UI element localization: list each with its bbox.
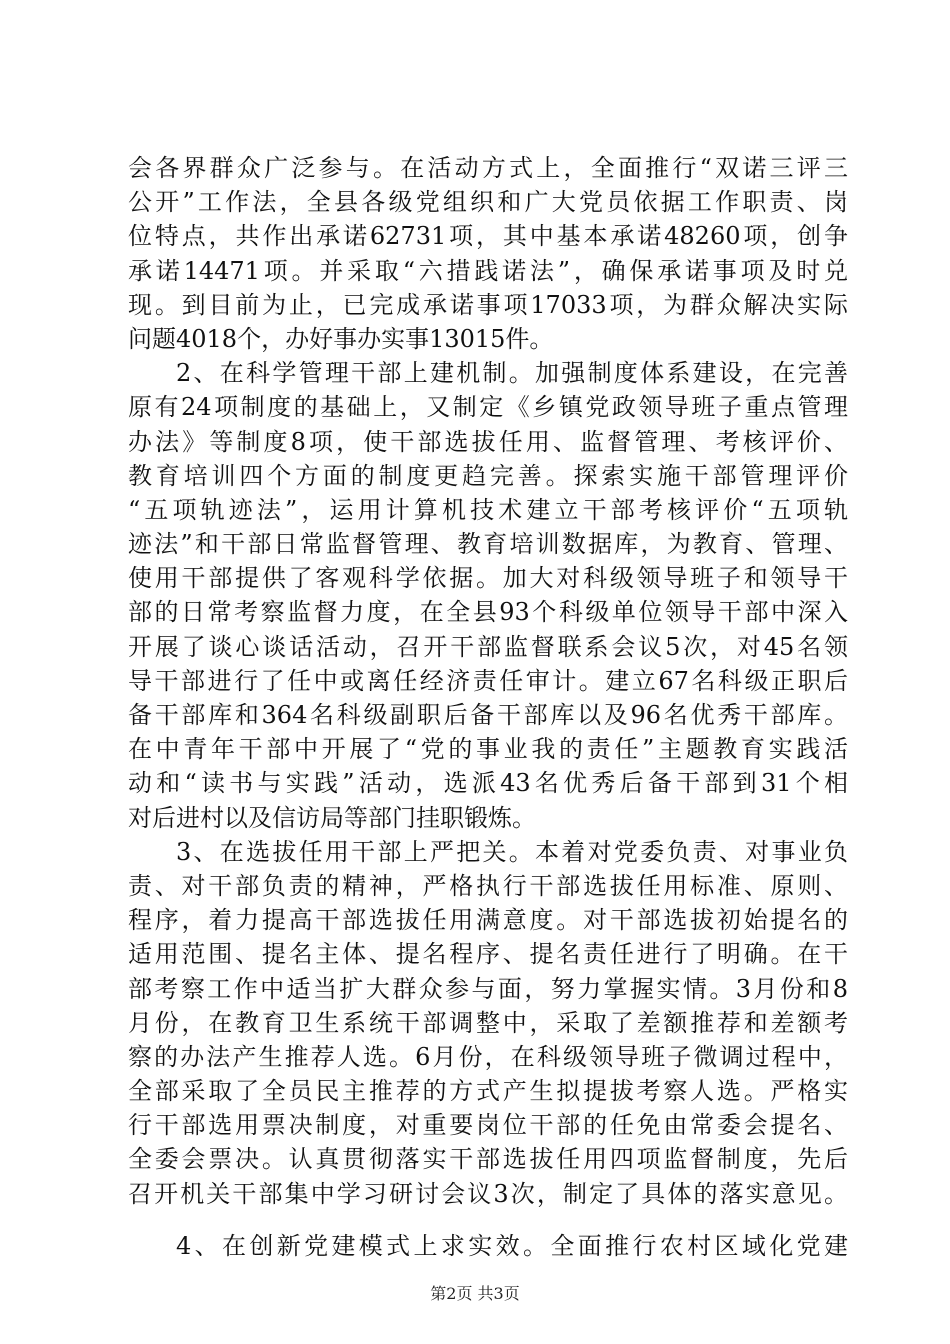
- text-line: 行干部选用票决制度，对重要岗位干部的任免由常委会提名、: [128, 1111, 848, 1140]
- text-line: 开展了谈心谈话活动，召开干部监督联系会议5次，对45名领: [128, 632, 848, 661]
- text-line: 备干部库和364名科级副职后备干部库以及96名优秀干部库。: [128, 701, 848, 729]
- text-line: 公开”工作法，全县各级党组织和广大党员依据工作职责、岗: [128, 188, 848, 217]
- text-line: 2、在科学管理干部上建机制。加强制度体系建设，在完善: [176, 359, 848, 388]
- text-line: “五项轨迹法”，运用计算机技术建立干部考核评价“五项轨: [128, 495, 848, 524]
- text-line: 迹法”和干部日常监督管理、教育培训数据库，为教育、管理、: [128, 530, 848, 559]
- text-line: 召开机关干部集中学习研讨会议3次，制定了具体的落实意见。: [128, 1179, 848, 1208]
- text-line: 办法》等制度8项，使干部选拔任用、监督管理、考核评价、: [128, 427, 848, 456]
- text-line: 在中青年干部中开展了“党的事业我的责任”主题教育实践活: [128, 735, 848, 764]
- text-line: 4、在创新党建模式上求实效。全面推行农村区域化党建: [176, 1231, 848, 1260]
- document-body: [128, 151, 848, 1263]
- text-line: 月份，在教育卫生系统干部调整中，采取了差额推荐和差额考: [128, 1008, 848, 1037]
- text-line: 责、对干部负责的精神，严格执行干部选拔任用标准、原则、: [128, 871, 848, 900]
- text-line: 动和“读书与实践”活动，选派43名优秀后备干部到31个相: [128, 769, 848, 798]
- text-line: 3、在选拔任用干部上严把关。本着对党委负责、对事业负: [176, 837, 848, 866]
- page-footer: [0, 1284, 950, 1304]
- text-line: 位特点，共作出承诺62731项，其中基本承诺48260项，创争: [128, 222, 848, 251]
- text-line: 适用范围、提名主体、提名程序、提名责任进行了明确。在干: [128, 940, 848, 969]
- paragraph-1: [128, 151, 848, 356]
- text-line: 对后进村以及信访局等部门挂职锻炼。: [128, 803, 536, 832]
- text-line: 导干部进行了任中或离任经济责任审计。建立67名科级正职后: [128, 666, 848, 695]
- text-line: 承诺14471项。并采取“六措践诺法”，确保承诺事项及时兑: [128, 256, 848, 285]
- text-line: 教育培训四个方面的制度更趋完善。探索实施干部管理评价: [128, 461, 848, 490]
- paragraph-3: [128, 835, 848, 1211]
- paragraph-4: [128, 1229, 848, 1263]
- text-line: 原有24项制度的基础上，又制定《乡镇党政领导班子重点管理: [128, 393, 848, 422]
- text-line: 问题4018个，办好事办实事13015件。: [128, 324, 554, 353]
- text-line: 部的日常考察监督力度，在全县93个科级单位领导干部中深入: [128, 598, 848, 627]
- paragraph-spacer: [128, 1211, 848, 1229]
- text-line: 部考察工作中适当扩大群众参与面，努力掌握实情。3月份和8: [128, 974, 848, 1003]
- paragraph-2: [128, 356, 848, 835]
- text-line: 程序，着力提高干部选拔任用满意度。对干部选拔初始提名的: [128, 906, 848, 935]
- text-line: 使用干部提供了客观科学依据。加大对科级领导班子和领导干: [128, 564, 848, 593]
- text-line: 察的办法产生推荐人选。6月份，在科级领导班子微调过程中，: [128, 1042, 848, 1071]
- page-number-label: 第2页 共3页: [430, 1284, 520, 1303]
- text-line: 会各界群众广泛参与。在活动方式上，全面推行“双诺三评三: [128, 154, 848, 182]
- text-line: 全部采取了全员民主推荐的方式产生拟提拔考察人选。严格实: [128, 1077, 848, 1106]
- text-line: 全委会票决。认真贯彻落实干部选拔任用四项监督制度，先后: [128, 1145, 848, 1174]
- text-line: 现。到目前为止，已完成承诺事项17033项，为群众解决实际: [128, 290, 848, 319]
